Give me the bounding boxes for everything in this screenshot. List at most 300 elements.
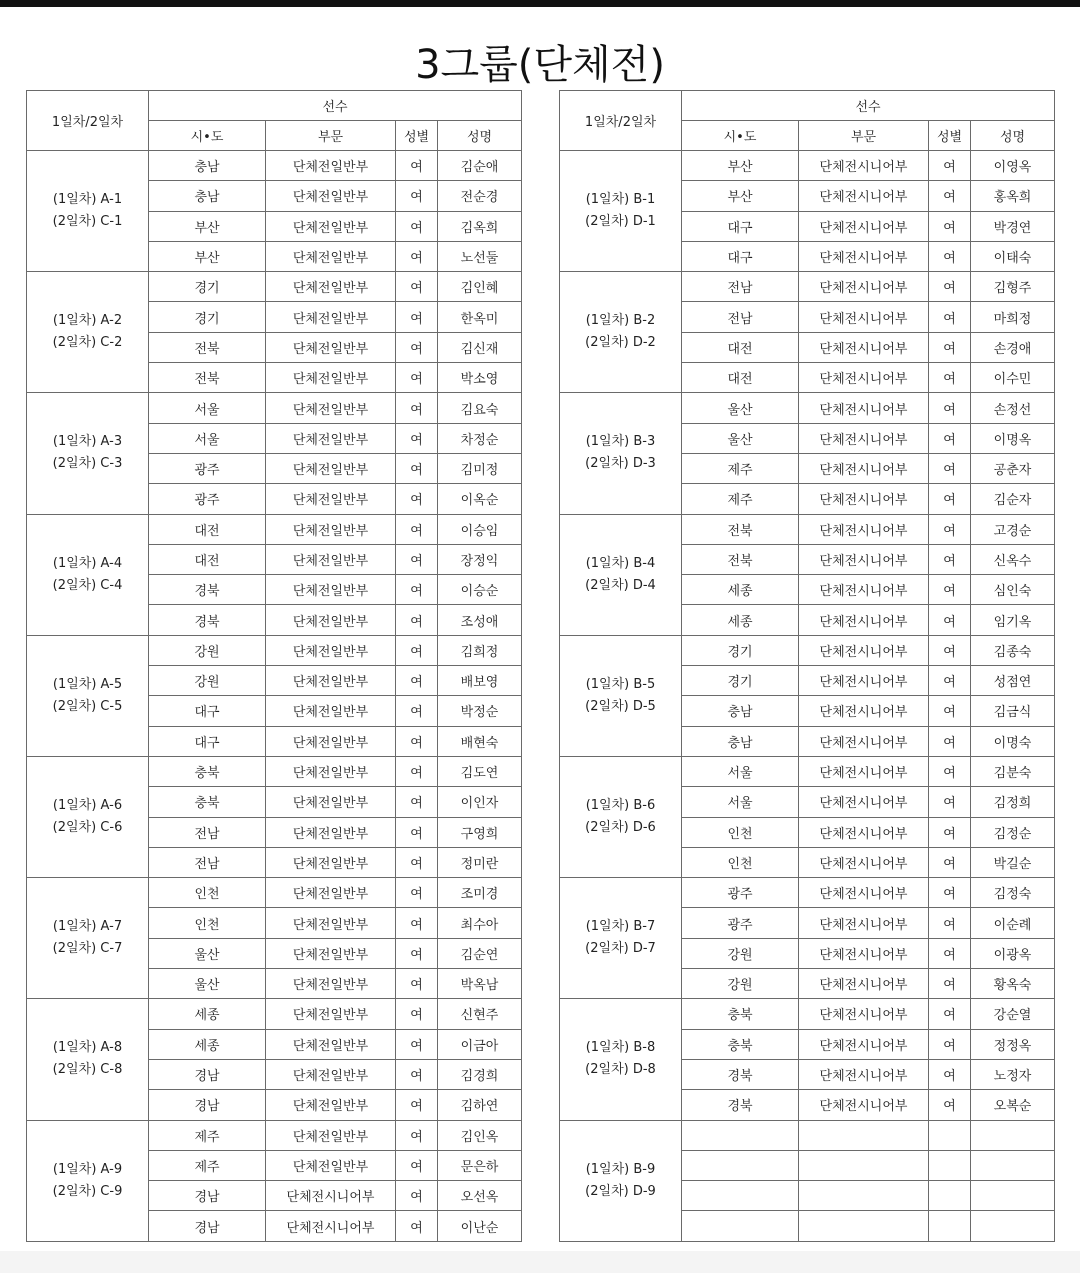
division-cell: 단체전시니어부 xyxy=(799,1059,929,1089)
name-cell: 김순애 xyxy=(438,151,522,181)
name-cell: 황옥숙 xyxy=(971,969,1055,999)
name-cell: 김순연 xyxy=(438,938,522,968)
gender-cell: 여 xyxy=(929,332,971,362)
day1-match: (1일차) B-1 xyxy=(585,192,656,208)
gender-cell xyxy=(929,1211,971,1241)
region-cell xyxy=(682,1211,799,1241)
division-cell: 단체전일반부 xyxy=(266,544,396,574)
name-cell: 이광옥 xyxy=(971,938,1055,968)
region-cell: 대전 xyxy=(149,544,266,574)
group-label xyxy=(27,878,149,999)
region-cell: 인천 xyxy=(682,817,799,847)
division-cell: 단체전일반부 xyxy=(266,241,396,271)
division-cell: 단체전시니어부 xyxy=(799,302,929,332)
division-cell: 단체전일반부 xyxy=(266,272,396,302)
day2-match: (2일차) C-9 xyxy=(52,1183,123,1199)
region-cell: 강원 xyxy=(149,635,266,665)
gender-cell: 여 xyxy=(396,423,438,453)
name-cell: 박길순 xyxy=(971,847,1055,877)
region-cell: 대구 xyxy=(682,211,799,241)
left-roster-table xyxy=(26,90,522,1242)
day1-match: (1일차) B-3 xyxy=(585,434,656,450)
gender-cell: 여 xyxy=(929,969,971,999)
region-cell: 광주 xyxy=(682,878,799,908)
day1-match: (1일차) A-6 xyxy=(52,798,123,814)
division-cell: 단체전일반부 xyxy=(266,423,396,453)
gender-cell: 여 xyxy=(929,241,971,271)
day1-match: (1일차) A-8 xyxy=(52,1040,123,1056)
gender-cell: 여 xyxy=(396,1181,438,1211)
division-cell: 단체전일반부 xyxy=(266,1150,396,1180)
day1-match: (1일차) B-8 xyxy=(585,1040,656,1056)
region-cell: 부산 xyxy=(682,151,799,181)
group-label xyxy=(560,756,682,877)
region-cell: 경북 xyxy=(149,605,266,635)
division-cell: 단체전일반부 xyxy=(266,847,396,877)
division-header: 부문 xyxy=(799,121,929,151)
day2-match: (2일차) C-3 xyxy=(52,456,123,472)
table-row xyxy=(560,878,1055,908)
group-label xyxy=(27,393,149,514)
name-cell: 이명옥 xyxy=(971,423,1055,453)
gender-cell: 여 xyxy=(396,605,438,635)
gender-cell: 여 xyxy=(929,363,971,393)
day1-match: (1일차) B-7 xyxy=(585,919,656,935)
table-row xyxy=(27,272,522,302)
region-cell: 충북 xyxy=(682,1029,799,1059)
gender-cell: 여 xyxy=(929,1059,971,1089)
table-row xyxy=(560,1120,1055,1150)
group-label xyxy=(27,635,149,756)
name-cell: 이명숙 xyxy=(971,726,1055,756)
gender-cell: 여 xyxy=(396,1211,438,1241)
division-cell: 단체전일반부 xyxy=(266,514,396,544)
division-cell: 단체전일반부 xyxy=(266,1090,396,1120)
day2-match: (2일차) D-6 xyxy=(585,820,656,836)
name-cell: 고경순 xyxy=(971,514,1055,544)
name-cell: 장정익 xyxy=(438,544,522,574)
group-label xyxy=(27,272,149,393)
gender-cell: 여 xyxy=(396,938,438,968)
division-cell: 단체전일반부 xyxy=(266,938,396,968)
gender-cell: 여 xyxy=(396,484,438,514)
region-cell: 세종 xyxy=(149,1029,266,1059)
region-header: 시•도 xyxy=(682,121,799,151)
region-cell xyxy=(682,1181,799,1211)
name-cell: 이금아 xyxy=(438,1029,522,1059)
name-cell: 김분숙 xyxy=(971,756,1055,786)
name-cell: 노정자 xyxy=(971,1059,1055,1089)
players-header: 선수 xyxy=(149,91,522,121)
region-cell xyxy=(682,1150,799,1180)
region-cell: 울산 xyxy=(682,423,799,453)
division-cell: 단체전일반부 xyxy=(266,605,396,635)
name-cell: 김금식 xyxy=(971,696,1055,726)
division-cell: 단체전일반부 xyxy=(266,575,396,605)
region-cell: 전북 xyxy=(682,514,799,544)
group-label xyxy=(560,393,682,514)
division-cell: 단체전시니어부 xyxy=(799,544,929,574)
name-cell: 오선옥 xyxy=(438,1181,522,1211)
day2-match: (2일차) D-9 xyxy=(585,1183,656,1199)
gender-cell: 여 xyxy=(929,635,971,665)
gender-cell: 여 xyxy=(929,666,971,696)
group-label xyxy=(560,1120,682,1241)
region-cell: 강원 xyxy=(682,969,799,999)
name-cell: 김순자 xyxy=(971,484,1055,514)
division-cell: 단체전일반부 xyxy=(266,817,396,847)
division-cell xyxy=(799,1181,929,1211)
name-cell: 김하연 xyxy=(438,1090,522,1120)
name-cell: 김종숙 xyxy=(971,635,1055,665)
division-cell: 단체전시니어부 xyxy=(799,423,929,453)
gender-cell: 여 xyxy=(396,666,438,696)
group-label xyxy=(27,756,149,877)
region-cell: 대구 xyxy=(682,241,799,271)
gender-cell: 여 xyxy=(396,575,438,605)
group-label xyxy=(560,999,682,1120)
day1-match: (1일차) B-5 xyxy=(585,676,656,692)
gender-cell: 여 xyxy=(929,302,971,332)
region-cell: 제주 xyxy=(682,484,799,514)
group-label xyxy=(560,151,682,272)
day1-match: (1일차) B-6 xyxy=(585,798,656,814)
division-cell: 단체전시니어부 xyxy=(799,666,929,696)
gender-cell: 여 xyxy=(929,484,971,514)
name-cell: 김도연 xyxy=(438,756,522,786)
gender-cell: 여 xyxy=(396,272,438,302)
name-cell: 김신재 xyxy=(438,332,522,362)
table-row xyxy=(27,393,522,423)
division-cell: 단체전시니어부 xyxy=(799,756,929,786)
region-cell: 강원 xyxy=(682,938,799,968)
gender-cell: 여 xyxy=(929,514,971,544)
region-cell: 강원 xyxy=(149,666,266,696)
day2-match: (2일차) D-4 xyxy=(585,577,656,593)
region-cell: 충남 xyxy=(149,181,266,211)
region-cell: 부산 xyxy=(149,211,266,241)
name-cell: 손경애 xyxy=(971,332,1055,362)
gender-cell: 여 xyxy=(929,787,971,817)
region-cell: 광주 xyxy=(149,453,266,483)
region-cell: 부산 xyxy=(682,181,799,211)
region-cell: 전북 xyxy=(682,544,799,574)
gender-cell: 여 xyxy=(396,1150,438,1180)
division-cell: 단체전일반부 xyxy=(266,666,396,696)
name-cell: 김형주 xyxy=(971,272,1055,302)
name-cell xyxy=(971,1181,1055,1211)
region-cell: 대전 xyxy=(682,332,799,362)
division-cell: 단체전일반부 xyxy=(266,181,396,211)
gender-cell: 여 xyxy=(396,1120,438,1150)
day1-match: (1일차) B-9 xyxy=(585,1161,656,1177)
name-cell: 전순경 xyxy=(438,181,522,211)
division-cell xyxy=(799,1120,929,1150)
group-label xyxy=(560,635,682,756)
table-row xyxy=(27,514,522,544)
name-cell: 노선둘 xyxy=(438,241,522,271)
region-cell: 경북 xyxy=(682,1090,799,1120)
gender-cell: 여 xyxy=(396,878,438,908)
region-cell: 광주 xyxy=(149,484,266,514)
division-cell: 단체전시니어부 xyxy=(799,151,929,181)
name-cell: 신현주 xyxy=(438,999,522,1029)
gender-cell xyxy=(929,1150,971,1180)
day1-match: (1일차) A-2 xyxy=(52,313,123,329)
name-cell: 이순례 xyxy=(971,908,1055,938)
name-cell: 김인혜 xyxy=(438,272,522,302)
division-cell: 단체전일반부 xyxy=(266,302,396,332)
region-cell: 울산 xyxy=(149,969,266,999)
gender-cell: 여 xyxy=(929,605,971,635)
gender-cell: 여 xyxy=(929,999,971,1029)
table-row xyxy=(560,635,1055,665)
table-row xyxy=(27,151,522,181)
name-cell: 임기옥 xyxy=(971,605,1055,635)
division-cell: 단체전시니어부 xyxy=(799,453,929,483)
division-cell: 단체전시니어부 xyxy=(799,1090,929,1120)
region-cell: 대구 xyxy=(149,726,266,756)
day2-match: (2일차) C-7 xyxy=(52,941,123,957)
gender-cell: 여 xyxy=(396,999,438,1029)
region-cell: 경기 xyxy=(682,635,799,665)
day2-match: (2일차) D-7 xyxy=(585,941,656,957)
region-cell: 인천 xyxy=(149,908,266,938)
division-cell: 단체전시니어부 xyxy=(799,605,929,635)
division-cell: 단체전일반부 xyxy=(266,908,396,938)
gender-cell: 여 xyxy=(396,696,438,726)
region-cell: 전남 xyxy=(682,272,799,302)
region-cell: 인천 xyxy=(682,847,799,877)
name-cell: 김옥희 xyxy=(438,211,522,241)
name-cell: 조성애 xyxy=(438,605,522,635)
region-cell: 경남 xyxy=(149,1211,266,1241)
name-cell: 김경희 xyxy=(438,1059,522,1089)
region-cell: 경기 xyxy=(149,272,266,302)
gender-cell: 여 xyxy=(929,756,971,786)
region-cell: 전북 xyxy=(149,363,266,393)
region-cell: 광주 xyxy=(682,908,799,938)
group-label xyxy=(560,272,682,393)
region-cell: 충남 xyxy=(149,151,266,181)
division-header: 부문 xyxy=(266,121,396,151)
division-cell: 단체전시니어부 xyxy=(799,787,929,817)
division-cell: 단체전시니어부 xyxy=(799,514,929,544)
gender-cell: 여 xyxy=(929,453,971,483)
region-cell: 대구 xyxy=(149,696,266,726)
gender-cell: 여 xyxy=(929,1090,971,1120)
region-cell: 충북 xyxy=(149,787,266,817)
gender-cell: 여 xyxy=(929,1029,971,1059)
region-cell: 부산 xyxy=(149,241,266,271)
gender-cell: 여 xyxy=(929,181,971,211)
name-cell: 공춘자 xyxy=(971,453,1055,483)
name-cell: 이태숙 xyxy=(971,241,1055,271)
gender-cell: 여 xyxy=(929,272,971,302)
region-cell: 전남 xyxy=(149,847,266,877)
division-cell: 단체전일반부 xyxy=(266,969,396,999)
table-row xyxy=(560,999,1055,1029)
region-cell: 전남 xyxy=(682,302,799,332)
table-row xyxy=(27,635,522,665)
division-cell: 단체전시니어부 xyxy=(799,241,929,271)
division-cell: 단체전일반부 xyxy=(266,1120,396,1150)
region-cell: 서울 xyxy=(149,423,266,453)
division-cell: 단체전일반부 xyxy=(266,726,396,756)
division-cell: 단체전시니어부 xyxy=(266,1211,396,1241)
day2-match: (2일차) D-2 xyxy=(585,335,656,351)
gender-cell: 여 xyxy=(396,726,438,756)
name-cell: 이승임 xyxy=(438,514,522,544)
day2-match: (2일차) D-3 xyxy=(585,456,656,472)
day2-match: (2일차) C-8 xyxy=(52,1062,123,1078)
name-cell: 김정희 xyxy=(971,787,1055,817)
region-cell: 울산 xyxy=(149,938,266,968)
division-cell: 단체전시니어부 xyxy=(799,817,929,847)
gender-cell: 여 xyxy=(929,726,971,756)
name-cell: 오복순 xyxy=(971,1090,1055,1120)
division-cell: 단체전일반부 xyxy=(266,484,396,514)
day2-match: (2일차) C-2 xyxy=(52,335,123,351)
day2-match: (2일차) C-5 xyxy=(52,698,123,714)
day2-match: (2일차) D-8 xyxy=(585,1062,656,1078)
gender-cell: 여 xyxy=(396,151,438,181)
name-cell xyxy=(971,1150,1055,1180)
name-cell: 강순열 xyxy=(971,999,1055,1029)
gender-header: 성별 xyxy=(929,121,971,151)
day-column-header: 1일차/2일차 xyxy=(560,91,682,151)
name-cell: 심인숙 xyxy=(971,575,1055,605)
division-cell: 단체전일반부 xyxy=(266,393,396,423)
name-cell: 손정선 xyxy=(971,393,1055,423)
gender-cell: 여 xyxy=(929,817,971,847)
region-cell: 세종 xyxy=(149,999,266,1029)
name-cell: 김미정 xyxy=(438,453,522,483)
name-cell: 정정옥 xyxy=(971,1029,1055,1059)
division-cell: 단체전일반부 xyxy=(266,332,396,362)
division-cell: 단체전시니어부 xyxy=(266,1181,396,1211)
day2-match: (2일차) C-4 xyxy=(52,577,123,593)
name-cell: 성점연 xyxy=(971,666,1055,696)
name-cell: 차정순 xyxy=(438,423,522,453)
table-row xyxy=(27,1120,522,1150)
gender-cell: 여 xyxy=(396,756,438,786)
name-cell: 최수아 xyxy=(438,908,522,938)
gender-cell: 여 xyxy=(396,453,438,483)
region-cell: 전남 xyxy=(149,817,266,847)
table-row xyxy=(560,514,1055,544)
name-cell: 이난순 xyxy=(438,1211,522,1241)
gender-cell: 여 xyxy=(929,878,971,908)
gender-cell: 여 xyxy=(396,363,438,393)
gender-cell: 여 xyxy=(396,514,438,544)
region-header: 시•도 xyxy=(149,121,266,151)
name-cell: 홍옥희 xyxy=(971,181,1055,211)
name-cell xyxy=(971,1211,1055,1241)
gender-cell: 여 xyxy=(929,575,971,605)
gender-cell: 여 xyxy=(396,332,438,362)
name-cell: 배보영 xyxy=(438,666,522,696)
name-header: 성명 xyxy=(438,121,522,151)
region-cell: 대전 xyxy=(682,363,799,393)
group-label xyxy=(560,878,682,999)
division-cell xyxy=(799,1150,929,1180)
gender-cell: 여 xyxy=(396,847,438,877)
top-bar xyxy=(0,0,1080,7)
division-cell: 단체전시니어부 xyxy=(799,847,929,877)
page-title: 3그룹(단체전) xyxy=(415,42,665,88)
region-cell: 서울 xyxy=(682,787,799,817)
division-cell: 단체전시니어부 xyxy=(799,575,929,605)
division-cell: 단체전시니어부 xyxy=(799,363,929,393)
day2-match: (2일차) D-5 xyxy=(585,698,656,714)
division-cell: 단체전시니어부 xyxy=(799,878,929,908)
division-cell: 단체전일반부 xyxy=(266,363,396,393)
division-cell: 단체전시니어부 xyxy=(799,908,929,938)
name-cell: 배현숙 xyxy=(438,726,522,756)
name-cell: 박옥남 xyxy=(438,969,522,999)
day1-match: (1일차) A-3 xyxy=(52,434,123,450)
name-cell: 김요숙 xyxy=(438,393,522,423)
region-cell: 제주 xyxy=(149,1150,266,1180)
day2-match: (2일차) C-6 xyxy=(52,820,123,836)
region-cell: 전북 xyxy=(149,332,266,362)
gender-cell: 여 xyxy=(396,544,438,574)
group-label xyxy=(27,999,149,1120)
table-row xyxy=(560,393,1055,423)
gender-cell: 여 xyxy=(396,787,438,817)
name-cell: 구영희 xyxy=(438,817,522,847)
table-row xyxy=(560,151,1055,181)
group-label xyxy=(27,514,149,635)
name-cell: 박정순 xyxy=(438,696,522,726)
region-cell: 경기 xyxy=(682,666,799,696)
group-label xyxy=(27,151,149,272)
gender-cell: 여 xyxy=(929,908,971,938)
division-cell: 단체전일반부 xyxy=(266,151,396,181)
name-header: 성명 xyxy=(971,121,1055,151)
name-cell: 마희정 xyxy=(971,302,1055,332)
name-cell: 정미란 xyxy=(438,847,522,877)
division-cell: 단체전시니어부 xyxy=(799,696,929,726)
gender-cell: 여 xyxy=(396,181,438,211)
division-cell: 단체전일반부 xyxy=(266,1029,396,1059)
division-cell: 단체전시니어부 xyxy=(799,393,929,423)
name-cell: 이영옥 xyxy=(971,151,1055,181)
name-cell: 김희정 xyxy=(438,635,522,665)
division-cell: 단체전일반부 xyxy=(266,696,396,726)
region-cell: 충남 xyxy=(682,696,799,726)
name-cell: 박경연 xyxy=(971,211,1055,241)
division-cell: 단체전시니어부 xyxy=(799,332,929,362)
region-cell: 서울 xyxy=(682,756,799,786)
gender-cell: 여 xyxy=(929,151,971,181)
region-cell: 경기 xyxy=(149,302,266,332)
gender-cell: 여 xyxy=(929,211,971,241)
name-cell: 이옥순 xyxy=(438,484,522,514)
name-cell: 이수민 xyxy=(971,363,1055,393)
gender-cell xyxy=(929,1120,971,1150)
region-cell xyxy=(682,1120,799,1150)
right-roster-table xyxy=(559,90,1055,1242)
gender-cell: 여 xyxy=(396,1059,438,1089)
division-cell: 단체전일반부 xyxy=(266,756,396,786)
region-cell: 대전 xyxy=(149,514,266,544)
day-column-header: 1일차/2일차 xyxy=(27,91,149,151)
table-row xyxy=(560,272,1055,302)
division-cell: 단체전시니어부 xyxy=(799,1029,929,1059)
players-header: 선수 xyxy=(682,91,1055,121)
